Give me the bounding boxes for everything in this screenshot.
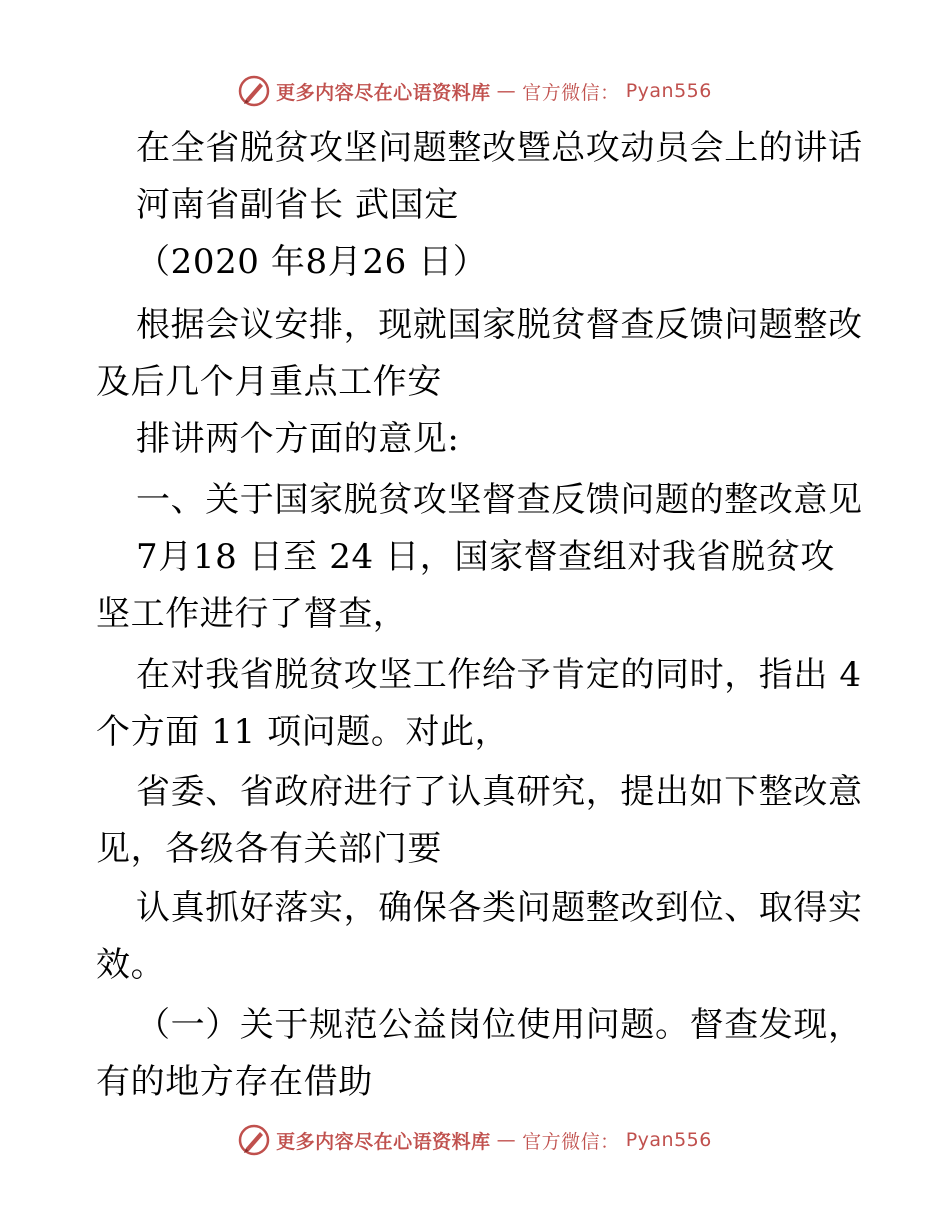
document-title: 在全省脱贫攻坚问题整改暨总攻动员会上的讲话 [136, 128, 863, 168]
banner-wechat-label: 官方微信： [522, 81, 620, 104]
header-banner [0, 74, 950, 108]
speaker-line: 河南省副省长 武国定 [136, 185, 459, 225]
banner-dash: — [496, 1129, 517, 1151]
paragraph-line: 省委、省政府进行了认真研究，提出如下整改意 [136, 772, 863, 812]
footer-banner [0, 1123, 950, 1157]
subsection-heading: （一）关于规范公益岗位使用问题。督查发现， [136, 1005, 863, 1045]
banner-wechat-id: Pyan556 [625, 80, 712, 102]
section-heading: 一、关于国家脱贫攻坚督查反馈问题的整改意见 [136, 480, 863, 520]
paragraph-line: 有的地方存在借助 [96, 1062, 373, 1102]
paragraph-line: 效。 [96, 945, 166, 985]
banner-title: 更多内容尽在心语资料库 [276, 81, 491, 104]
paragraph-line: 见，各级各有关部门要 [96, 829, 442, 869]
paragraph-line: 根据会议安排，现就国家脱贫督查反馈问题整改 [136, 305, 863, 345]
paragraph-line: 7月18 日至 24 日，国家督查组对我省脱贫攻 [136, 537, 835, 577]
banner-dash: — [496, 80, 517, 102]
pen-logo-icon [238, 1124, 270, 1156]
banner-wechat-label: 官方微信： [522, 1130, 620, 1153]
paragraph-line: 及后几个月重点工作安 [96, 362, 442, 402]
date-line: （2020 年8月26 日） [136, 242, 488, 282]
paragraph-line: 认真抓好落实，确保各类问题整改到位、取得实 [136, 888, 863, 928]
pen-logo-icon [238, 75, 270, 107]
paragraph-line: 坚工作进行了督查， [96, 594, 408, 634]
banner-title: 更多内容尽在心语资料库 [276, 1130, 491, 1153]
paragraph-line: 个方面 11 项问题。对此， [96, 712, 510, 752]
paragraph-line: 在对我省脱贫攻坚工作给予肯定的同时，指出 4 [136, 655, 862, 695]
banner-wechat-id: Pyan556 [625, 1129, 712, 1151]
paragraph-line: 排讲两个方面的意见: [136, 419, 460, 459]
